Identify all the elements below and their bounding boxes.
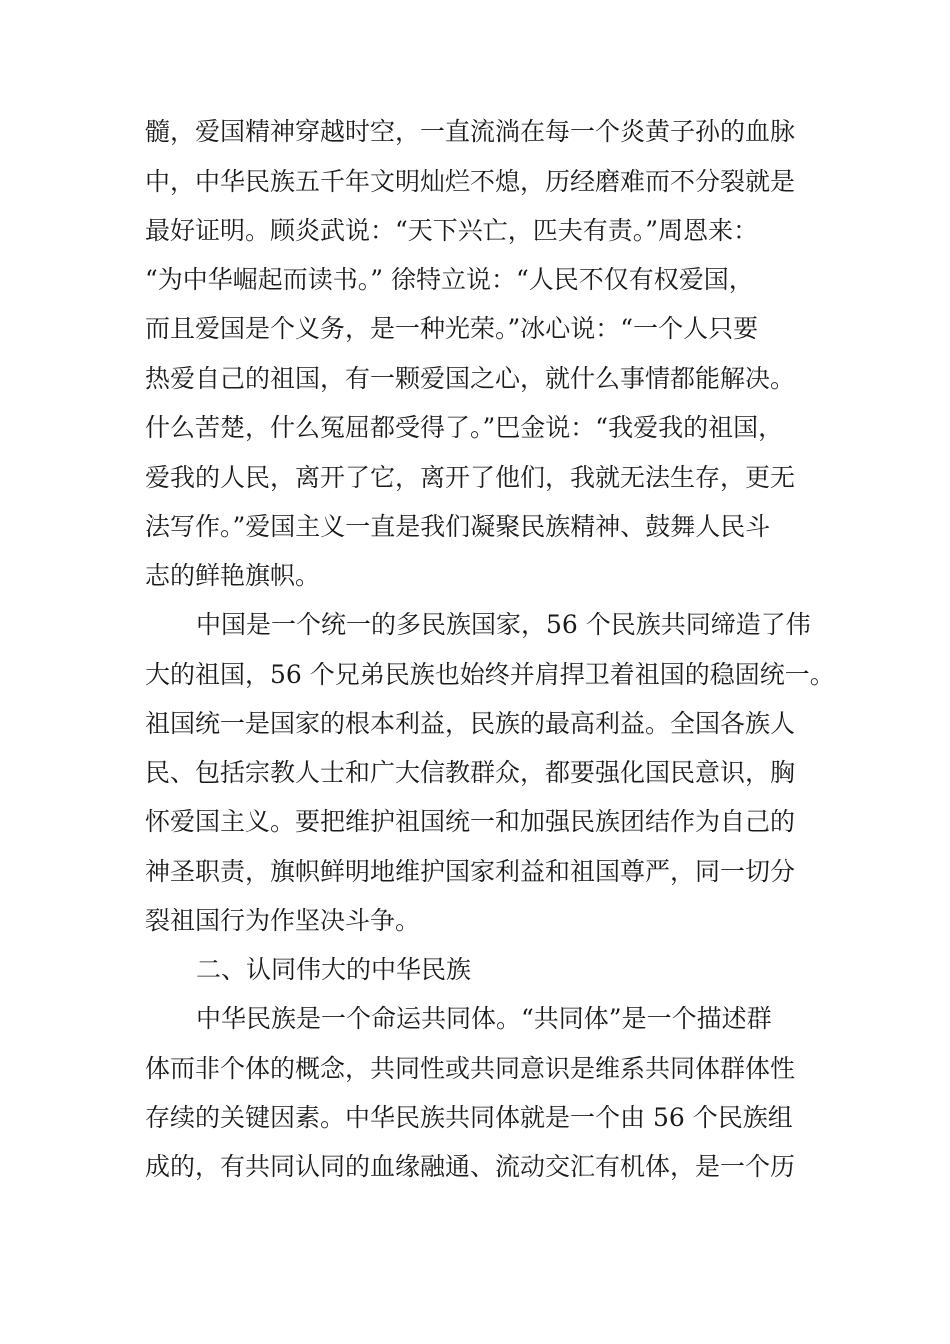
text-line: 祖国统一是国家的根本利益，民族的最高利益。全国各族人 bbox=[145, 709, 796, 738]
text-line: 中，中华民族五千年文明灿烂不熄，历经磨难而不分裂就是 bbox=[145, 167, 796, 196]
text-line: 最好证明。顾炎武说：“天下兴亡，匹夫有责。”周恩来： bbox=[145, 216, 759, 245]
text-line: 而且爱国是个义务，是一种光荣。”冰心说：“一个人只要 bbox=[145, 314, 759, 343]
text-line: “为中华崛起而读书。” 徐特立说：“人民不仅有权爱国， bbox=[145, 265, 754, 294]
text-line: 成的，有共同认同的血缘融通、流动交汇有机体，是一个历 bbox=[145, 1152, 796, 1181]
paragraph-first-line: 中华民族是一个命运共同体。“共同体”是一个描述群 bbox=[196, 1004, 772, 1033]
text-line: 法写作。”爱国主义一直是我们凝聚民族精神、鼓舞人民斗 bbox=[145, 512, 771, 541]
text-line: 存续的关键因素。中华民族共同体就是一个由 56 个民族组 bbox=[145, 1103, 793, 1132]
text-line: 爱我的人民，离开了它，离开了他们，我就无法生存，更无 bbox=[145, 463, 796, 492]
text-line: 体而非个体的概念，共同性或共同意识是维系共同体群体性 bbox=[145, 1054, 796, 1083]
text-line: 裂祖国行为作坚决斗争。 bbox=[145, 906, 421, 935]
text-line: 髓，爱国精神穿越时空，一直流淌在每一个炎黄子孙的血脉 bbox=[145, 117, 796, 146]
text-line: 神圣职责，旗帜鲜明地维护国家利益和祖国尊严，同一切分 bbox=[145, 857, 796, 886]
text-line: 志的鲜艳旗帜。 bbox=[145, 561, 321, 590]
text-line: 热爱自己的祖国，有一颗爱国之心，就什么事情都能解决。 bbox=[145, 364, 796, 393]
text-line: 大的祖国，56 个兄弟民族也始终并肩捍卫着祖国的稳固统一。 bbox=[145, 660, 835, 689]
paragraph-first-line: 中国是一个统一的多民族国家，56 个民族共同缔造了伟 bbox=[196, 610, 811, 639]
text-line: 什么苦楚，什么冤屈都受得了。”巴金说：“我爱我的祖国， bbox=[145, 413, 784, 442]
section-heading: 二、认同伟大的中华民族 bbox=[196, 955, 472, 984]
text-line: 怀爱国主义。要把维护祖国统一和加强民族团结作为自己的 bbox=[145, 807, 796, 836]
text-line: 民、包括宗教人士和广大信教群众，都要强化国民意识，胸 bbox=[145, 758, 796, 787]
